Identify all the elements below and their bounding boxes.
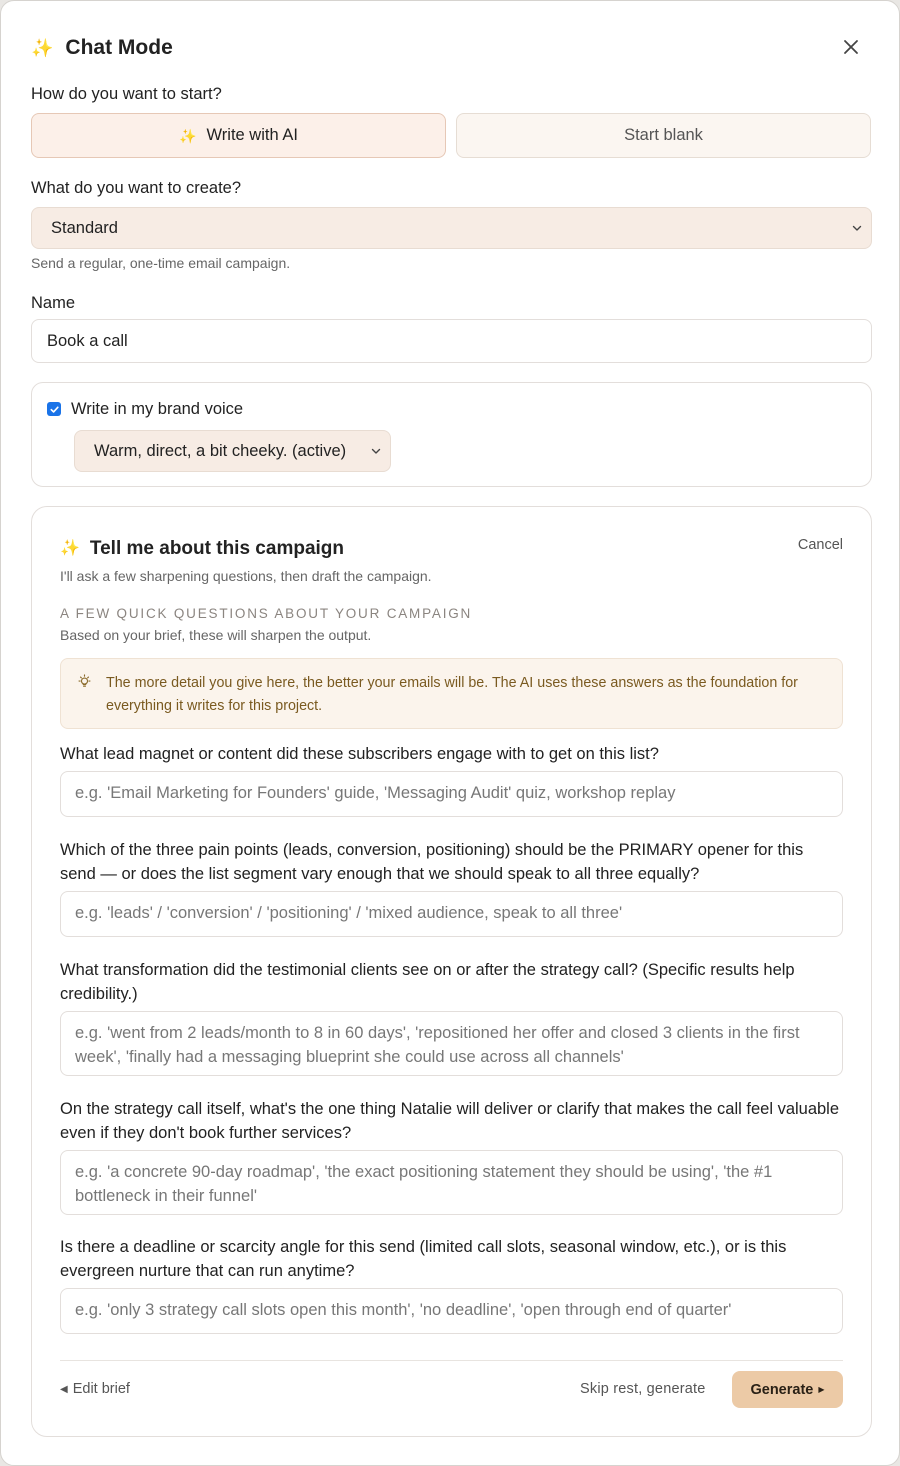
sparkle-icon: ✨	[60, 540, 80, 557]
generate-button[interactable]	[732, 1371, 843, 1408]
questions-section-subtitle: Based on your brief, these will sharpen the output.	[60, 627, 372, 643]
tip-text: The more detail you give here, the better your emails will be. The AI uses these answers as the foundation for everything it writes for this project.	[106, 675, 798, 714]
campaign-type-hint: Send a regular, one-time email campaign.	[31, 255, 291, 271]
name-input[interactable]	[31, 319, 872, 363]
skip-generate-button[interactable]: Skip rest, generate	[580, 1381, 706, 1397]
dialog-title: Chat Mode	[65, 36, 173, 59]
answer-3-input[interactable]: e.g. 'went from 2 leads/month to 8 in 60 days', 'repositioned her offer and closed 3 clients in the first week', 'finally had a messaging blueprint she could use across all channels'	[60, 1011, 843, 1076]
edit-brief-button[interactable]	[60, 1381, 130, 1397]
campaign-subtitle: I'll ask a few sharpening questions, then draft the campaign.	[60, 568, 432, 584]
play-arrow-icon: ▶	[818, 1385, 825, 1394]
sparkle-icon: ✨	[31, 38, 54, 58]
answer-1-input[interactable]: e.g. 'Email Marketing for Founders' guide, 'Messaging Audit' quiz, workshop replay	[60, 771, 843, 817]
name-input-value: Book a call	[47, 331, 128, 350]
question-2: Which of the three pain points (leads, conversion, positioning) should be the PRIMARY opener for this send — or does the list segment vary enough that we should speak to all three equally?	[60, 841, 804, 883]
question-1: What lead magnet or content did these subscribers engage with to get on this list?	[60, 745, 659, 763]
check-icon	[49, 404, 60, 415]
back-arrow-icon: ◀	[60, 1383, 68, 1395]
create-question-label: What do you want to create?	[31, 179, 242, 197]
brand-voice-select[interactable]	[74, 430, 391, 472]
edit-brief-label: Edit brief	[72, 1381, 130, 1397]
chevron-down-icon	[851, 222, 863, 234]
close-button[interactable]	[839, 35, 863, 59]
answer-5-input[interactable]: e.g. 'only 3 strategy call slots open this month', 'no deadline', 'open through end of quarter'	[60, 1288, 843, 1334]
questions-section-heading: A FEW QUICK QUESTIONS ABOUT YOUR CAMPAIGN	[60, 606, 473, 621]
campaign-questions-card	[31, 506, 872, 1437]
tip-callout	[60, 658, 843, 729]
campaign-type-value: Standard	[51, 218, 118, 237]
footer-divider	[60, 1360, 843, 1361]
name-label: Name	[31, 294, 76, 312]
write-with-ai-label: Write with AI	[206, 126, 298, 144]
question-3: What transformation did the testimonial clients see on or after the strategy call? (Specific results help credibility.)	[60, 961, 795, 1003]
answer-2-input[interactable]: e.g. 'leads' / 'conversion' / 'positioning' / 'mixed audience, speak to all three'	[60, 891, 843, 937]
campaign-title-row	[60, 538, 344, 560]
start-question-label: How do you want to start?	[31, 85, 222, 103]
lightbulb-icon	[76, 673, 93, 690]
campaign-type-select[interactable]	[31, 207, 872, 249]
brand-voice-checkbox[interactable]	[47, 402, 61, 416]
chevron-down-icon	[370, 445, 382, 457]
start-blank-label: Start blank	[624, 126, 703, 144]
close-icon	[839, 35, 863, 59]
question-4: On the strategy call itself, what's the one thing Natalie will deliver or clarify that makes the call feel valuable even if they don't book further services?	[60, 1100, 840, 1142]
write-with-ai-button[interactable]	[31, 113, 446, 158]
brand-voice-value: Warm, direct, a bit cheeky. (active)	[94, 441, 347, 460]
brand-voice-label: Write in my brand voice	[71, 400, 244, 418]
cancel-button[interactable]: Cancel	[797, 537, 843, 553]
sparkle-icon: ✨	[179, 127, 197, 144]
brand-voice-card	[31, 382, 872, 487]
dialog-header	[31, 33, 869, 63]
generate-label: Generate	[750, 1381, 814, 1398]
campaign-title: Tell me about this campaign	[89, 538, 345, 559]
answer-4-input[interactable]: e.g. 'a concrete 90-day roadmap', 'the exact positioning statement they should be using', 'the #1 bottleneck in their funnel'	[60, 1150, 843, 1215]
question-5: Is there a deadline or scarcity angle for this send (limited call slots, seasonal window, etc.), or is this evergreen nurture that can run anytime?	[60, 1238, 787, 1280]
start-blank-button[interactable]	[456, 113, 871, 158]
